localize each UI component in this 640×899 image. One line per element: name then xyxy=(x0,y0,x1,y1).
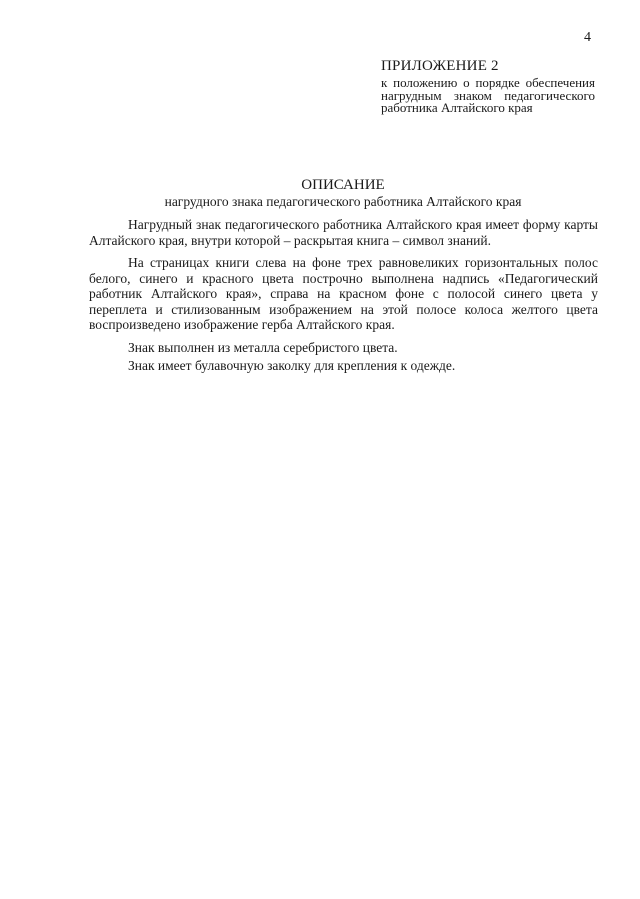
appendix-title: ПРИЛОЖЕНИЕ 2 xyxy=(381,58,499,74)
paragraph: На страницах книги слева на фоне трех равновеликих горизонтальных полос белого, синего и красного цвета построчно выполнена надпись «Педагогический работник Алтайского края», справа на красном фоне с полосой синего цвета у переплета и стилизованным изображением на этой полосе колоса желтого цвета воспроизведено изображение герба Алтайского края. xyxy=(89,255,598,332)
heading-subtitle: нагрудного знака педагогического работника Алтайского края xyxy=(164,194,522,209)
page-number: 4 xyxy=(584,30,591,45)
document-body xyxy=(89,217,598,381)
paragraph: Знак имеет булавочную заколку для крепления к одежде. xyxy=(128,358,456,373)
paragraph: Знак выполнен из металла серебристого цвета. xyxy=(128,339,398,355)
paragraph: Нагрудный знак педагогического работника Алтайского края имеет форму карты Алтайского края, внутри которой – раскрытая книга – символ знаний. xyxy=(89,217,598,248)
appendix-block xyxy=(381,58,595,115)
appendix-text: к положению о порядке обеспечения нагрудным знаком педагогического работника Алтайского края xyxy=(381,75,595,115)
document-heading xyxy=(0,177,640,209)
heading-title: ОПИСАНИЕ xyxy=(301,177,385,193)
